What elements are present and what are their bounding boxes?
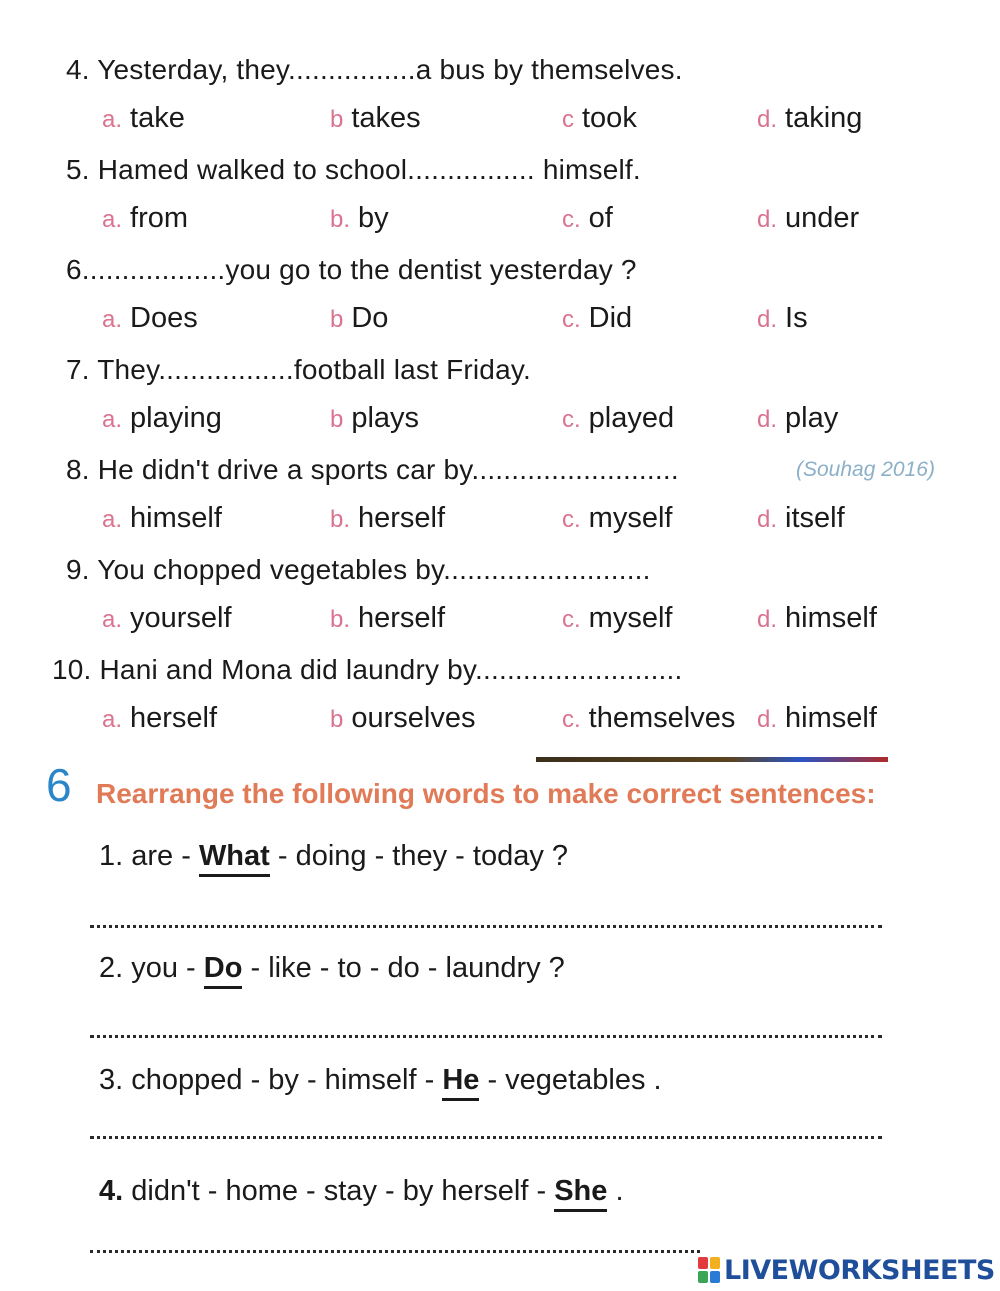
source-note: (Souhag 2016) <box>796 458 935 481</box>
option-b[interactable] <box>330 502 445 535</box>
logo-square <box>710 1271 720 1283</box>
option-letter: c. <box>562 706 581 733</box>
question-6 <box>0 254 1000 354</box>
option-text: under <box>785 202 860 234</box>
option-text: myself <box>588 602 673 634</box>
option-text: themselves <box>588 702 736 734</box>
option-letter: c. <box>562 306 581 333</box>
question-7 <box>0 354 1000 454</box>
option-text: Did <box>588 302 633 334</box>
option-letter: a. <box>102 306 123 333</box>
question-5 <box>0 154 1000 254</box>
question-stem: 5. Hamed walked to school................ himself. <box>66 154 641 185</box>
word-group: are - <box>123 840 199 872</box>
keyword: He <box>442 1064 479 1101</box>
word-group: - vegetables . <box>479 1064 662 1096</box>
option-c[interactable] <box>562 702 735 735</box>
rearrange-item-2 <box>99 952 565 985</box>
rearrange-item-3 <box>99 1064 662 1097</box>
option-text: ourselves <box>351 702 476 734</box>
question-9 <box>0 554 1000 654</box>
rearrange-item-1 <box>99 840 568 873</box>
logo-text: LIVEWORKSHEETS <box>724 1254 995 1286</box>
option-text: takes <box>351 102 421 134</box>
word-group: . <box>607 1175 624 1207</box>
question-stem: 10. Hani and Mona did laundry by.......................... <box>52 654 683 685</box>
option-letter: c. <box>562 206 581 233</box>
option-letter: a. <box>102 106 123 133</box>
logo-square <box>698 1257 708 1269</box>
word-group: chopped - by - himself - <box>123 1064 443 1096</box>
option-letter: b <box>330 106 344 133</box>
option-text: from <box>130 202 189 234</box>
option-letter: b. <box>330 506 351 533</box>
option-b[interactable] <box>330 702 475 735</box>
option-c[interactable] <box>562 302 632 335</box>
option-a[interactable] <box>102 702 217 735</box>
option-letter: b. <box>330 206 351 233</box>
option-letter: d. <box>757 106 778 133</box>
option-text: yourself <box>130 602 232 634</box>
option-text: himself <box>785 702 877 734</box>
option-a[interactable] <box>102 402 222 435</box>
option-d[interactable] <box>757 702 877 735</box>
option-text: plays <box>351 402 420 434</box>
option-letter: d. <box>757 506 778 533</box>
option-text: taking <box>785 102 863 134</box>
word-group: - doing - they - today ? <box>269 840 569 872</box>
option-text: played <box>588 402 675 434</box>
option-letter: b. <box>330 606 351 633</box>
item-number: 3. <box>99 1064 124 1096</box>
option-b[interactable] <box>330 402 419 435</box>
option-c[interactable] <box>562 502 672 535</box>
question-stem: 6..................you go to the dentist yesterday ? <box>66 254 637 285</box>
word-group: you - <box>123 952 204 984</box>
option-d[interactable] <box>757 202 859 235</box>
option-letter: c. <box>562 406 581 433</box>
rearrange-item-4 <box>99 1175 624 1208</box>
option-letter: a. <box>102 706 123 733</box>
option-b[interactable] <box>330 302 388 335</box>
question-stem: 8. He didn't drive a sports car by.......................... <box>66 454 679 485</box>
option-letter: d. <box>757 406 778 433</box>
keyword: What <box>199 840 270 877</box>
option-letter: c <box>562 106 574 133</box>
question-4 <box>0 54 1000 154</box>
option-text: Do <box>351 302 389 334</box>
option-text: myself <box>588 502 673 534</box>
answer-line-1[interactable] <box>90 925 882 928</box>
option-text: itself <box>785 502 845 534</box>
item-number: 1. <box>99 840 124 872</box>
option-a[interactable] <box>102 302 198 335</box>
option-a[interactable] <box>102 502 222 535</box>
option-letter: a. <box>102 406 123 433</box>
option-d[interactable] <box>757 302 808 335</box>
option-letter: c. <box>562 606 581 633</box>
logo-square <box>710 1257 720 1269</box>
option-text: Does <box>130 302 198 334</box>
option-text: took <box>582 102 637 134</box>
option-text: himself <box>130 502 222 534</box>
item-number: 4. <box>99 1175 124 1207</box>
option-letter: d. <box>757 606 778 633</box>
logo-square <box>698 1271 708 1283</box>
option-letter: d. <box>757 706 778 733</box>
option-letter: a. <box>102 506 123 533</box>
section-title: Rearrange the following words to make correct sentences: <box>96 778 876 809</box>
question-10 <box>0 654 1000 754</box>
option-a[interactable] <box>102 102 185 135</box>
option-d[interactable] <box>757 602 877 635</box>
option-letter: b <box>330 306 344 333</box>
option-d[interactable] <box>757 502 845 535</box>
option-letter: b <box>330 706 344 733</box>
option-text: take <box>130 102 185 134</box>
option-d[interactable] <box>757 402 838 435</box>
option-text: of <box>588 202 613 234</box>
option-b[interactable] <box>330 602 445 635</box>
option-letter: a. <box>102 606 123 633</box>
option-d[interactable] <box>757 102 862 135</box>
option-c[interactable] <box>562 102 637 135</box>
option-c[interactable] <box>562 602 672 635</box>
option-c[interactable] <box>562 402 674 435</box>
option-b[interactable] <box>330 202 389 235</box>
item-number: 2. <box>99 952 124 984</box>
option-letter: a. <box>102 206 123 233</box>
section-number: 6 <box>46 759 72 811</box>
word-group: didn't - home - stay - by herself - <box>123 1175 555 1207</box>
option-a[interactable] <box>102 602 232 635</box>
logo-icon <box>698 1257 720 1283</box>
option-letter: c. <box>562 506 581 533</box>
answer-line-3[interactable] <box>90 1136 882 1139</box>
option-b[interactable] <box>330 102 421 135</box>
section-divider <box>536 757 888 762</box>
answer-line-4[interactable] <box>90 1250 700 1253</box>
option-letter: b <box>330 406 344 433</box>
keyword: She <box>554 1175 607 1212</box>
option-text: herself <box>358 502 446 534</box>
option-text: herself <box>130 702 218 734</box>
option-text: by <box>358 202 389 234</box>
option-text: playing <box>130 402 222 434</box>
option-text: play <box>785 402 839 434</box>
option-letter: d. <box>757 306 778 333</box>
option-letter: d. <box>757 206 778 233</box>
word-group: - like - to - do - laundry ? <box>242 952 565 984</box>
option-a[interactable] <box>102 202 188 235</box>
option-c[interactable] <box>562 202 613 235</box>
keyword: Do <box>204 952 243 989</box>
answer-line-2[interactable] <box>90 1035 882 1038</box>
option-text: Is <box>785 302 808 334</box>
option-text: herself <box>358 602 446 634</box>
question-stem: 4. Yesterday, they................a bus by themselves. <box>66 54 683 85</box>
question-stem: 9. You chopped vegetables by.......................... <box>66 554 651 585</box>
question-stem: 7. They.................football last Friday. <box>66 354 531 385</box>
liveworksheets-logo <box>698 1254 995 1286</box>
option-text: himself <box>785 602 877 634</box>
